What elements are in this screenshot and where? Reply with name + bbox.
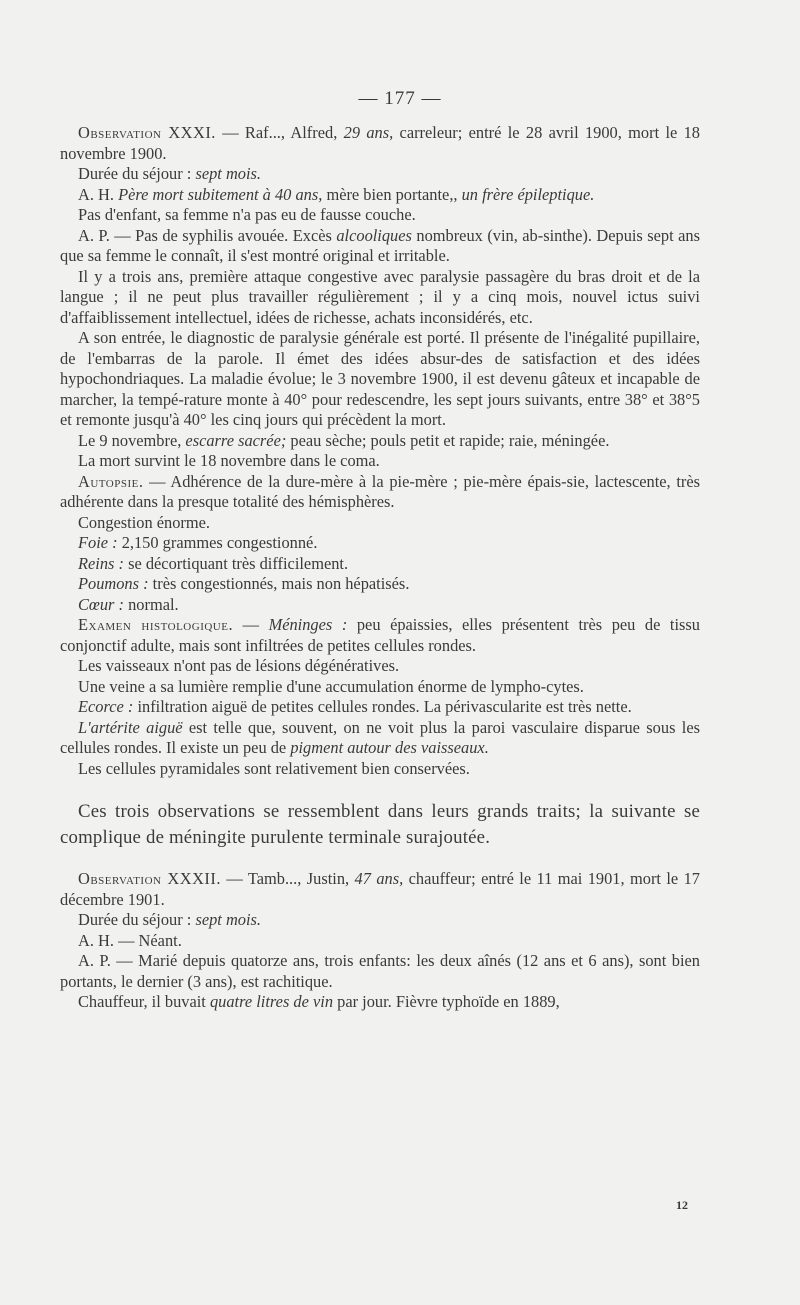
obs31-label: Observation XXXI. [78, 123, 216, 142]
obs32-family-history: A. H. — Néant. [78, 930, 182, 950]
obs32-drink: Chauffeur, il buvait quatre litres de vin par jour. Fièvre typhoïde en 1889, [78, 992, 560, 1011]
obs31-nov9: Le 9 novembre, escarre sacrée; peau sèche; pouls petit et rapide; raie, méningée. [78, 430, 610, 450]
obs31-arterite: L'artérite aiguë est telle que, souvent, on ne voit plus la paroi vasculaire disparue sous les cellules rondes. Il existe un peu de pigment autour des vaisseaux. [60, 717, 700, 757]
obs31-no-child: Pas d'enfant, sa femme n'a pas eu de fausse couche. [78, 205, 416, 224]
obs31-histology: Examen histologique. — Méninges : peu épaissies, elles présentent très peu de tissu conjonctif adulte, mais sont infiltrées de petites cellules rondes. [60, 615, 700, 655]
signature-mark: 12 [676, 1198, 688, 1212]
obs31-header: Observation XXXI. — Raf..., Alfred, 29 ans, carreleur; entré le 28 avril 1900, mort le 18 novembre 1900. [60, 123, 701, 163]
observation-32 [60, 869, 700, 1013]
obs32-header: Observation XXXII. — Tamb..., Justin, 47 ans, chauffeur; entré le 11 mai 1901, mort le 17 décembre 1901. [60, 869, 701, 909]
obs31-personal-history: A. P. — Pas de syphilis avouée. Excès alcooliques nombreux (vin, ab-sinthe). Depuis sept ans que sa femme le connaît, il s'est montré original et irritable. [60, 225, 700, 265]
obs31-entry: A son entrée, le diagnostic de paralysie générale est porté. Il présente de l'inégalité pupillaire, de l'embarras de la parole. Il émet des idées absur-des de satisfaction et des idées hypochondriaques. La maladie évolue; le 3 novembre 1900, il est devenu gâteux et incapable de marcher, la tempé-rature monte à 40° pour redescendre, les sept jours suivants, entre 38° et 38°5 et remonte jusqu'à 40° les cinq jours qui précèdent la mort. [60, 328, 700, 429]
page-number: — 177 — [358, 88, 442, 109]
page-body [60, 123, 700, 1013]
obs31-vessels: Les vaisseaux n'ont pas de lésions dégénératives. [78, 656, 400, 675]
obs31-ecorce: Ecorce : infiltration aiguë de petites cellules rondes. La périvascularite est très nette. [78, 697, 632, 716]
obs32-stay: Durée du séjour : sept mois. [78, 910, 262, 929]
obs31-pyramidal: Les cellules pyramidales sont relativement bien conservées. [78, 758, 470, 778]
obs31-poumons: Poumons : très congestionnés, mais non hépatisés. [78, 574, 410, 593]
obs32-personal-history: A. P. — Marié depuis quatorze ans, trois enfants: les deux aînés (12 ans et 6 ans), sont bien portants, le dernier (3 ans), est rachitique. [60, 951, 700, 991]
obs31-stay: Durée du séjour : sept mois. [78, 164, 262, 183]
obs31-family-history: A. H. Père mort subitement à 40 ans, mère bien portante,, un frère épileptique. [78, 184, 595, 204]
obs31-autopsy: Autopsie. — Adhérence de la dure-mère à la pie-mère ; pie-mère épais-sie, lactescente, très adhérente dans la presque totalité des hémisphères. [60, 471, 700, 511]
obs31-congestion: Congestion énorme. [78, 512, 211, 532]
obs31-vein: Une veine a sa lumière remplie d'une accumulation énorme de lympho-cytes. [78, 676, 584, 696]
observation-31 [60, 123, 700, 779]
obs31-death: La mort survint le 18 novembre dans le coma. [78, 451, 380, 470]
obs31-disease-history: Il y a trois ans, première attaque congestive avec paralysie passagère du bras droit et de la langue ; il ne peut plus travailler régulièrement ; il y a cinq mois, nouvel ictus suivi d'affaiblissement intellectuel, idées de richesse, achats inconsidérés, etc. [60, 266, 700, 327]
transition-paragraph: Ces trois observations se ressemblent dans leurs grands traits; la suivante se complique de méningite purulente terminale surajoutée. [60, 801, 700, 848]
obs31-reins: Reins : se décortiquant très difficilement. [78, 553, 349, 573]
obs31-foie: Foie : 2,150 grammes congestionné. [78, 533, 318, 552]
obs31-coeur: Cœur : normal. [78, 594, 179, 614]
